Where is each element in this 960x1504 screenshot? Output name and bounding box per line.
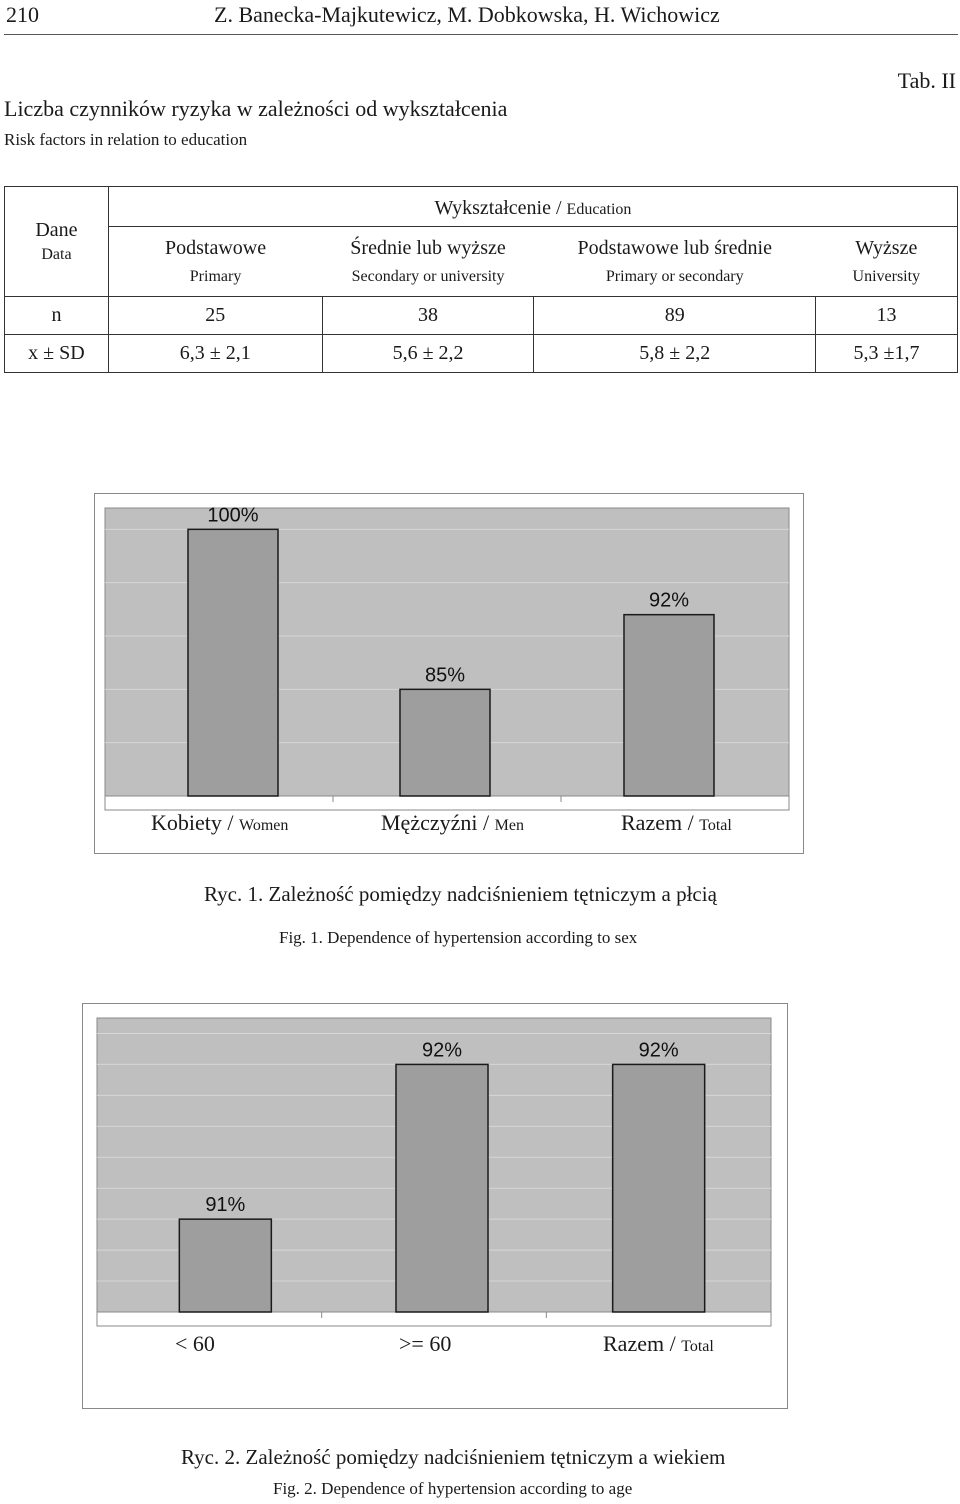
column-header-primary-or-secondary — [534, 227, 816, 297]
table-cell: 89 — [534, 297, 816, 335]
bar-92pct — [624, 615, 714, 796]
figure-1-chart — [94, 493, 804, 854]
figure-2-chart — [82, 1003, 788, 1409]
bar-91pct — [179, 1219, 271, 1312]
figure-1-caption-en: Fig. 1. Dependence of hypertension according to sex — [279, 928, 638, 947]
column-header-university — [816, 227, 958, 297]
corner-label-en: Data — [41, 246, 72, 263]
category-label-60-and-over: >= 60 — [399, 1331, 452, 1356]
bar-92pct — [396, 1064, 488, 1312]
table-cell: 5,3 ±1,7 — [816, 335, 958, 373]
figure-1-caption-pl: Ryc. 1. Zależność pomiędzy nadciśnieniem tętniczym a płcią — [204, 882, 717, 906]
risk-factors-table — [4, 186, 958, 373]
category-label-under-60: < 60 — [175, 1331, 215, 1356]
column-header-primary — [108, 227, 322, 297]
table-cell: 13 — [816, 297, 958, 335]
group-header-en: Education — [566, 201, 632, 218]
table-title-pl: Liczba czynników ryzyka w zależności od wykształcenia — [4, 96, 508, 121]
table-cell: 6,3 ± 2,1 — [108, 335, 322, 373]
page-number: 210 — [6, 2, 39, 27]
column-header-secondary-or-university — [322, 227, 534, 297]
column-header-en: Secondary or university — [351, 268, 505, 285]
bar-85pct — [400, 689, 490, 796]
data-label: 91% — [205, 1194, 246, 1217]
table-row-mean-sd — [5, 335, 958, 373]
plot-floor — [97, 1312, 771, 1326]
table-title-en: Risk factors in relation to education — [4, 130, 248, 149]
table-cell: 25 — [108, 297, 322, 335]
data-label: 92% — [648, 589, 690, 612]
data-label: 92% — [638, 1039, 679, 1062]
bar-92pct — [613, 1064, 705, 1312]
category-label-total: Razem / Total — [621, 810, 732, 835]
table-cell: 38 — [322, 297, 534, 335]
figure-2-caption-en: Fig. 2. Dependence of hypertension according to age — [273, 1479, 633, 1498]
running-header-authors: Z. Banecka-Majkutewicz, M. Dobkowska, H. Wichowicz — [214, 2, 720, 27]
column-header-en: Primary — [189, 268, 242, 285]
column-header-pl: Średnie lub wyższe — [350, 237, 506, 259]
column-header-pl: Podstawowe — [164, 237, 267, 259]
column-header-pl: Podstawowe lub średnie — [577, 237, 772, 259]
table-corner-cell — [5, 187, 109, 297]
group-header-cell — [108, 187, 957, 227]
plot-floor — [105, 796, 789, 810]
table-number: Tab. II — [897, 68, 956, 93]
figure-2-caption-pl: Ryc. 2. Zależność pomiędzy nadciśnieniem tętniczym a wiekiem — [181, 1445, 726, 1469]
bar-100pct — [188, 529, 278, 796]
row-label: n — [5, 297, 109, 335]
column-header-en: Primary or secondary — [605, 268, 744, 285]
data-label: 85% — [424, 664, 466, 687]
group-header-pl: Wykształcenie / — [434, 197, 567, 219]
column-header-pl: Wyższe — [855, 237, 918, 259]
header-rule — [4, 34, 958, 35]
corner-label-pl: Dane — [35, 219, 78, 241]
data-label: 92% — [421, 1039, 463, 1062]
figure-1-svg — [95, 494, 803, 853]
category-label-total: Razem / Total — [603, 1331, 714, 1356]
table-cell: 5,8 ± 2,2 — [534, 335, 816, 373]
table-cell: 5,6 ± 2,2 — [322, 335, 534, 373]
table-row-n — [5, 297, 958, 335]
category-label-men: Mężczyźni / Men — [381, 810, 524, 835]
column-header-en: University — [852, 268, 921, 285]
row-label: x ± SD — [5, 335, 109, 373]
category-label-women: Kobiety / Women — [151, 810, 289, 835]
data-label: 100% — [207, 504, 259, 527]
